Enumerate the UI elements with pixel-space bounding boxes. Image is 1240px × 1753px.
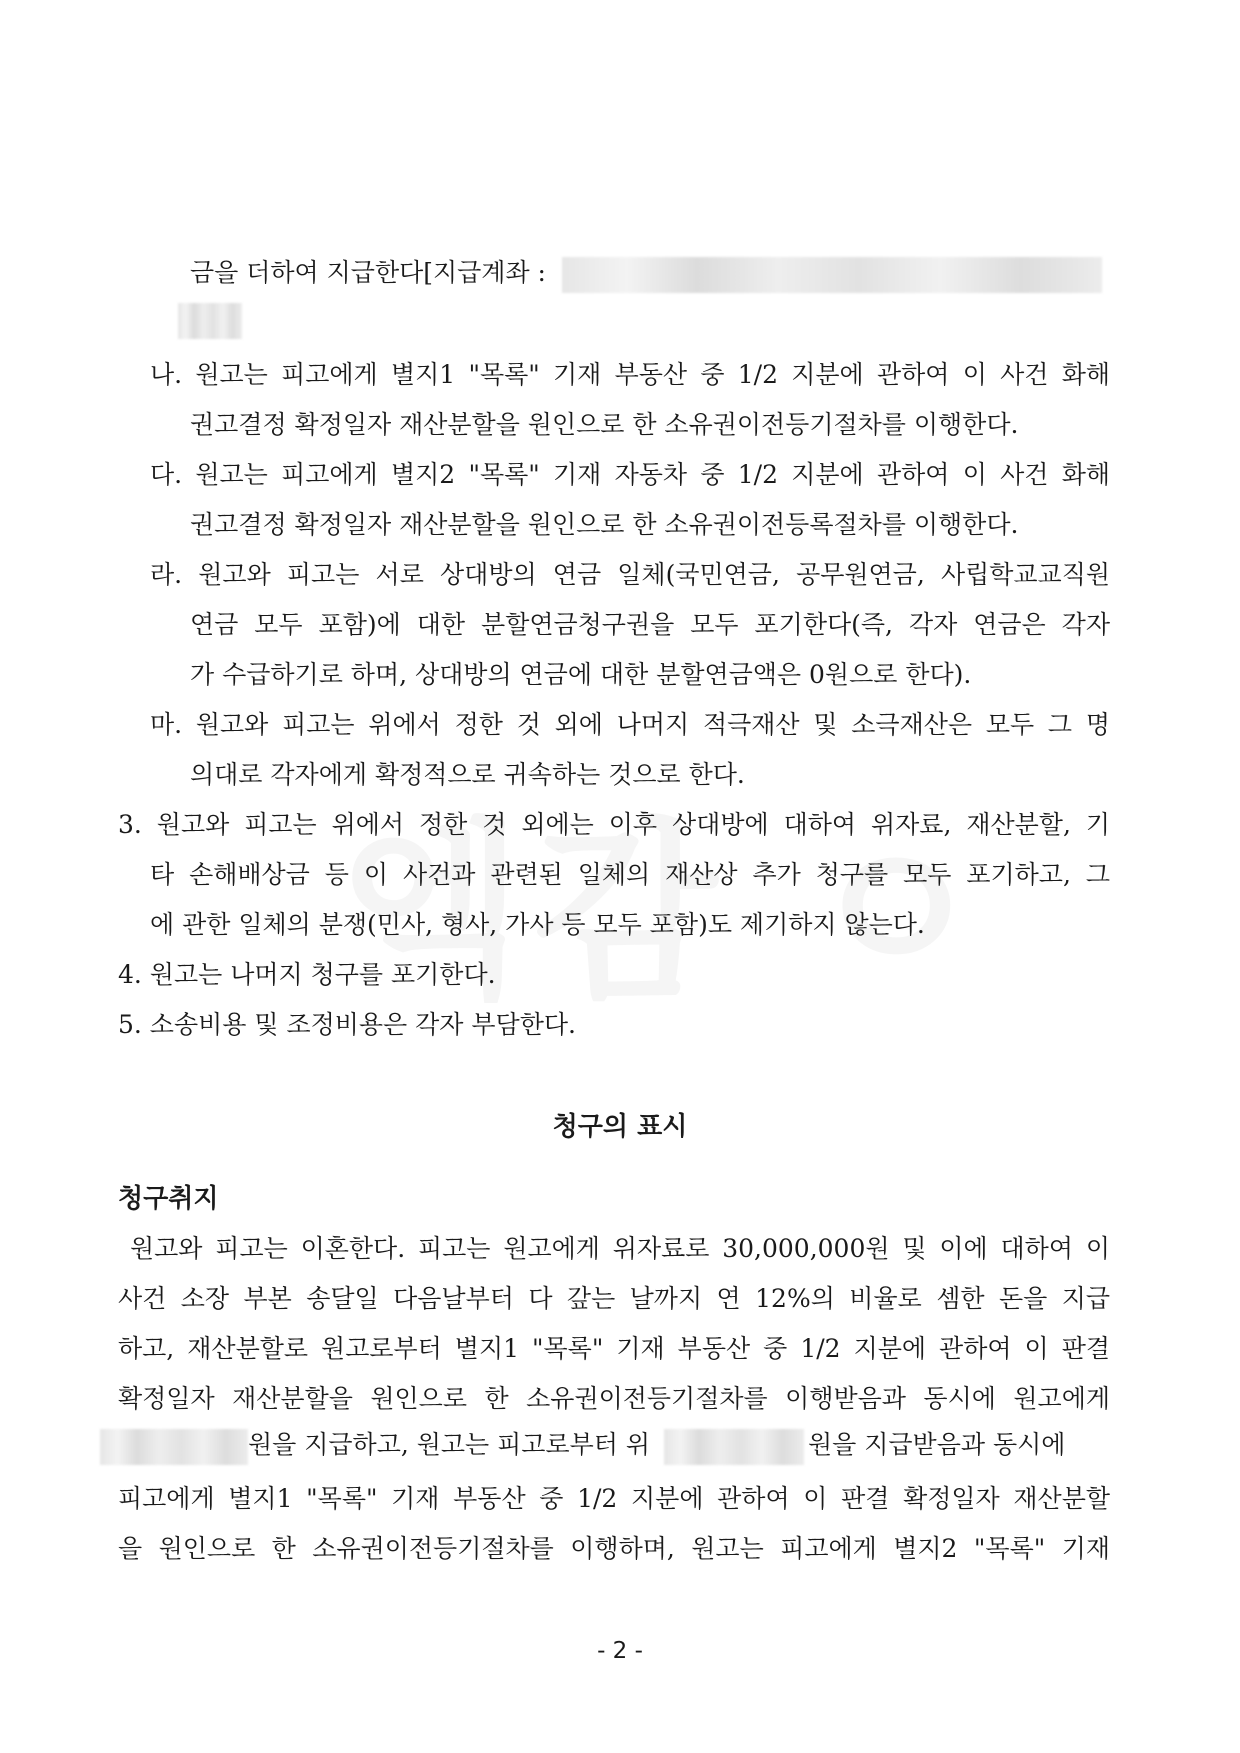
claim-line-5	[100, 1428, 1065, 1465]
claim-line-5-part-2: 원을 지급받음과 동시에	[808, 1430, 1066, 1459]
section-title: 청구의 표시	[552, 1112, 688, 1142]
redacted-account-number	[562, 257, 1102, 293]
item-ma-line-1: 마. 원고와 피고는 위에서 정한 것 외에 나머지 적극재산 및 소극재산은 모두 그 명	[150, 710, 1110, 739]
claim-line-1: 원고와 피고는 이혼한다. 피고는 원고에게 위자료로 30,000,000원 및 이에 대하여 이	[130, 1234, 1110, 1263]
item-ra-line-1: 라. 원고와 피고는 서로 상대방의 연금 일체(국민연금, 공무원연금, 사립학교교직원	[150, 560, 1110, 589]
item-4-line-1: 4. 원고는 나머지 청구를 포기한다.	[118, 960, 496, 989]
redacted-amount-1	[100, 1429, 248, 1465]
continuation-line	[190, 256, 1102, 293]
claim-line-3: 하고, 재산분할로 원고로부터 별지1 "목록" 기재 부동산 중 1/2 지분에 관하여 이 판결	[118, 1334, 1110, 1363]
item-3-line-2: 타 손해배상금 등 이 사건과 관련된 일체의 재산상 추가 청구를 모두 포기하고, 그	[150, 860, 1110, 889]
item-da-line-2: 권고결정 확정일자 재산분할을 원인으로 한 소유권이전등록절차를 이행한다.	[190, 510, 1019, 539]
item-ra-line-2: 연금 모두 포함)에 대한 분할연금청구권을 모두 포기한다(즉, 각자 연금은 각자	[190, 610, 1110, 639]
page-number: - 2 -	[597, 1638, 643, 1664]
continuation-text: 금을 더하여 지급한다[지급계좌 :	[190, 258, 546, 287]
redacted-account-tail	[178, 303, 242, 339]
watermark	[340, 760, 997, 1033]
item-3-line-3: 에 관한 일체의 분쟁(민사, 형사, 가사 등 모두 포함)도 제기하지 않는다.	[150, 910, 925, 939]
item-ma-line-2: 의대로 각자에게 확정적으로 귀속하는 것으로 한다.	[190, 760, 745, 789]
claim-line-2: 사건 소장 부본 송달일 다음날부터 다 갚는 날까지 연 12%의 비율로 셈한 돈을 지급	[118, 1284, 1110, 1313]
item-na-line-1: 나. 원고는 피고에게 별지1 "목록" 기재 부동산 중 1/2 지분에 관하여 이 사건 화해	[150, 360, 1110, 389]
redacted-amount-2	[664, 1429, 804, 1465]
item-5-line-1: 5. 소송비용 및 조정비용은 각자 부담한다.	[118, 1010, 576, 1039]
claim-line-7: 을 원인으로 한 소유권이전등기절차를 이행하며, 원고는 피고에게 별지2 "목록" 기재	[118, 1534, 1110, 1563]
claim-line-4: 확정일자 재산분할을 원인으로 한 소유권이전등기절차를 이행받음과 동시에 원고에게	[118, 1384, 1110, 1413]
item-na-line-2: 권고결정 확정일자 재산분할을 원인으로 한 소유권이전등기절차를 이행한다.	[190, 410, 1019, 439]
claim-line-6: 피고에게 별지1 "목록" 기재 부동산 중 1/2 지분에 관하여 이 판결 확정일자 재산분할	[118, 1484, 1110, 1513]
subsection-title: 청구취지	[118, 1184, 219, 1214]
item-ra-line-3: 가 수급하기로 하며, 상대방의 연금에 대한 분할연금액은 0원으로 한다).	[190, 660, 972, 689]
item-3-line-1: 3. 원고와 피고는 위에서 정한 것 외에는 이후 상대방에 대하여 위자료, 재산분할, 기	[118, 810, 1110, 839]
item-da-line-1: 다. 원고는 피고에게 별지2 "목록" 기재 자동차 중 1/2 지분에 관하여 이 사건 화해	[150, 460, 1110, 489]
continuation-line-2	[178, 302, 242, 339]
claim-line-5-part-1: 원을 지급하고, 원고는 피고로부터 위	[248, 1430, 650, 1459]
